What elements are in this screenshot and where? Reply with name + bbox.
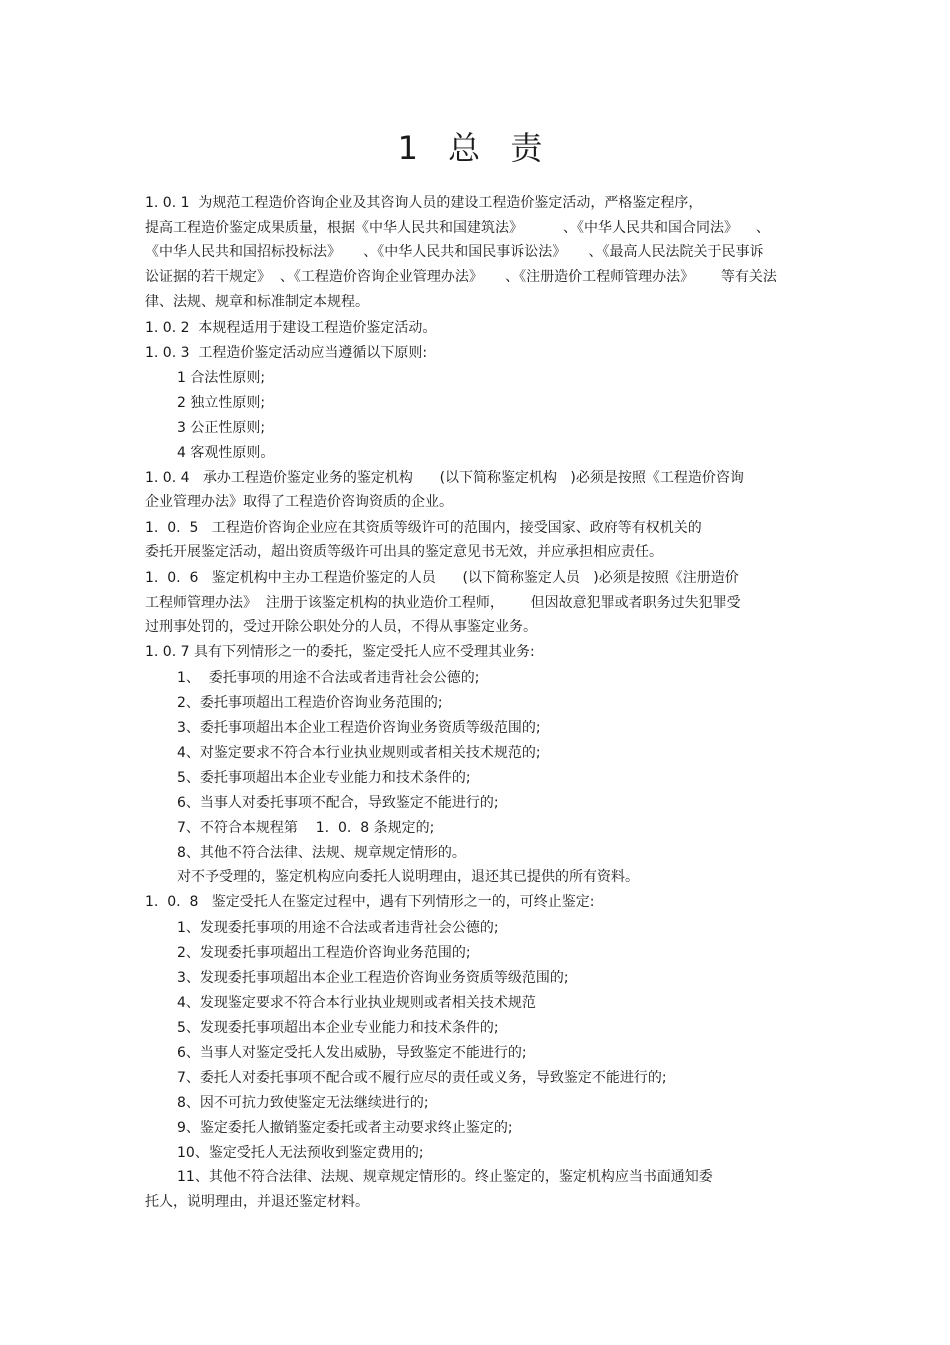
termination-note: 托人，说明理由，并退还鉴定材料。 — [145, 1194, 369, 1210]
list-item: 4、对鉴定要求不符合本行业执业规则或者相关技术规范的; — [177, 745, 541, 761]
page-title: 1 总 责 — [397, 129, 553, 167]
list-item: 4、发现鉴定要求不符合本行业执业规则或者相关技术规范 — [177, 995, 536, 1011]
para-1-0-8: 1. 0. 8 鉴定受托人在鉴定过程中，遇有下列情形之一的，可终止鉴定: — [145, 894, 595, 910]
list-item: 10、鉴定受托人无法预收到鉴定费用的; — [177, 1145, 424, 1161]
para-1-0-5-line-2: 委托开展鉴定活动，超出资质等级许可出具的鉴定意见书无效，并应承担相应责任。 — [145, 544, 663, 560]
principle-item: 1 合法性原则; — [177, 370, 266, 386]
list-item: 7、不符合本规程第 1. 0. 8 条规定的; — [177, 820, 435, 836]
list-item: 11、其他不符合法律、法规、规章规定情形的。终止鉴定的，鉴定机构应当书面通知委 — [177, 1169, 713, 1185]
para-1-0-4-line-1: 1. 0. 4 承办工程造价鉴定业务的鉴定机构 (以下简称鉴定机构 )必须是按照《工程造价咨询 — [145, 470, 744, 486]
para-1-0-1-line-5: 律、法规、规章和标准制定本规程。 — [145, 294, 369, 310]
para-1-0-2: 1. 0. 2 本规程适用于建设工程造价鉴定活动。 — [145, 320, 437, 336]
para-1-0-7: 1. 0. 7 具有下列情形之一的委托，鉴定受托人应不受理其业务: — [145, 644, 535, 660]
list-item: 8、其他不符合法律、法规、规章规定情形的。 — [177, 845, 466, 861]
list-item: 5、发现委托事项超出本企业专业能力和技术条件的; — [177, 1020, 499, 1036]
list-item: 6、当事人对委托事项不配合，导致鉴定不能进行的; — [177, 795, 499, 811]
list-item: 5、委托事项超出本企业专业能力和技术条件的; — [177, 770, 471, 786]
principle-item: 3 公正性原则; — [177, 420, 266, 436]
list-item: 8、因不可抗力致使鉴定无法继续进行的; — [177, 1095, 429, 1111]
para-1-0-5-line-1: 1. 0. 5 工程造价咨询企业应在其资质等级许可的范围内，接受国家、政府等有权机关的 — [145, 520, 702, 536]
list-item: 7、委托人对委托事项不配合或不履行应尽的责任或义务，导致鉴定不能进行的; — [177, 1070, 667, 1086]
refusal-note: 对不予受理的，鉴定机构应向委托人说明理由，退还其已提供的所有资料。 — [177, 869, 639, 885]
para-1-0-6-line-3: 过刑事处罚的，受过开除公职处分的人员，不得从事鉴定业务。 — [145, 619, 537, 635]
list-item: 9、鉴定委托人撤销鉴定委托或者主动要求终止鉴定的; — [177, 1120, 513, 1136]
list-item: 1、 委托事项的用途不合法或者违背社会公德的; — [177, 670, 480, 686]
para-1-0-1-line-4: 讼证据的若干规定》 、《工程造价咨询企业管理办法》 、《注册造价工程师管理办法》 等有关法 — [145, 269, 777, 285]
para-1-0-4-line-2: 企业管理办法》取得了工程造价咨询资质的企业。 — [145, 494, 453, 510]
list-item: 3、发现委托事项超出本企业工程造价咨询业务资质等级范围的; — [177, 970, 569, 986]
para-1-0-6-line-1: 1. 0. 6 鉴定机构中主办工程造价鉴定的人员 (以下简称鉴定人员 )必须是按照《注册造价 — [145, 570, 739, 586]
list-item: 1、发现委托事项的用途不合法或者违背社会公德的; — [177, 920, 499, 936]
para-1-0-6-line-2: 工程师管理办法》 注册于该鉴定机构的执业造价工程师， 但因故意犯罪或者职务过失犯罪受 — [145, 595, 741, 611]
para-1-0-1-line-3: 《中华人民共和国招标投标法》 、《中华人民共和国民事诉讼法》 、《最高人民法院关于民事诉 — [145, 244, 764, 260]
para-1-0-1-line-2: 提高工程造价鉴定成果质量，根据《中华人民共和国建筑法》 、《中华人民共和国合同法》 、 — [145, 220, 770, 236]
list-item: 2、发现委托事项超出工程造价咨询业务范围的; — [177, 945, 471, 961]
para-1-0-3: 1. 0. 3 工程造价鉴定活动应当遵循以下原则: — [145, 345, 428, 361]
principle-item: 2 独立性原则; — [177, 395, 266, 411]
principle-item: 4 客观性原则。 — [177, 445, 275, 461]
list-item: 3、委托事项超出本企业工程造价咨询业务资质等级范围的; — [177, 720, 541, 736]
list-item: 2、委托事项超出工程造价咨询业务范围的; — [177, 695, 443, 711]
list-item: 6、当事人对鉴定受托人发出威胁，导致鉴定不能进行的; — [177, 1045, 527, 1061]
para-1-0-1-line-1: 1. 0. 1 为规范工程造价咨询企业及其咨询人员的建设工程造价鉴定活动，严格鉴定程序， — [145, 195, 703, 211]
